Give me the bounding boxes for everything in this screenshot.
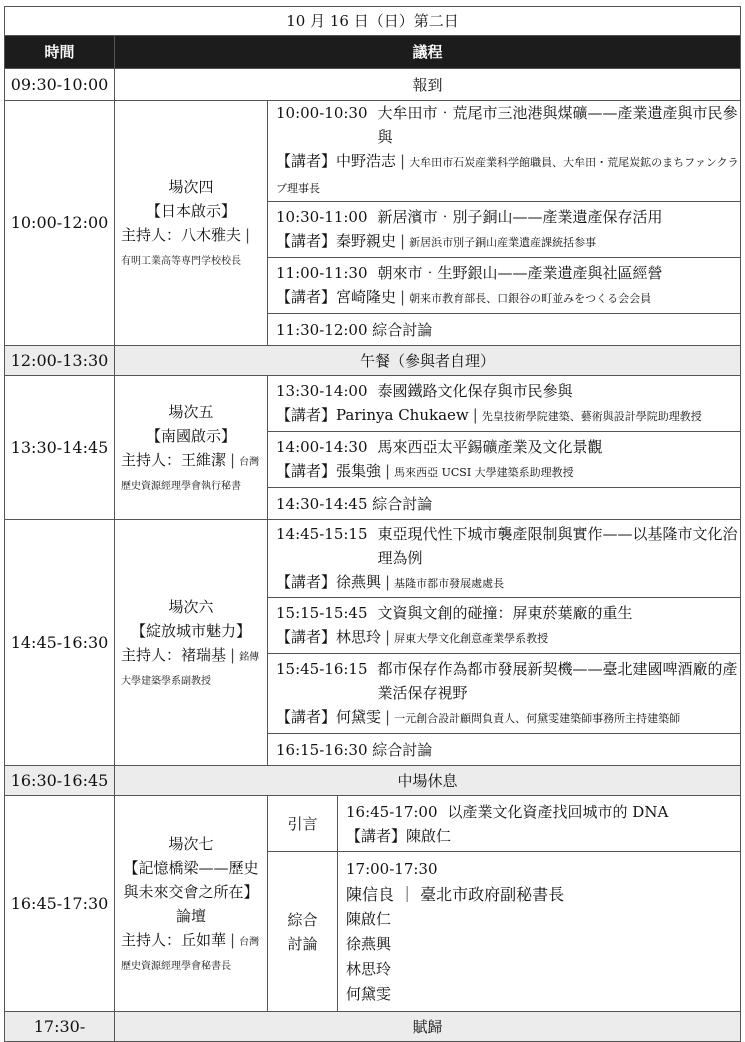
- speaker-tag: 【講者】: [276, 461, 337, 480]
- speaker-tag: 【講者】: [276, 231, 337, 250]
- end-row: [5, 1012, 741, 1042]
- session6-host: 主持人：褚瑞基 | 銘傳大學建築學系副教授: [121, 645, 260, 687]
- session4-discussion: 11:30-12:00 綜合討論: [268, 314, 741, 346]
- session6-host-label: 主持人：褚瑞基: [121, 645, 227, 664]
- column-header-row: [5, 36, 741, 69]
- panel-label-text: 綜合討論: [287, 910, 318, 953]
- talk-time: 14:45-15:15: [276, 524, 368, 543]
- session4-host-label: 主持人：八木雅夫: [121, 226, 242, 244]
- time-column-header: 時間: [5, 36, 115, 69]
- session6-talk3: 15:45-16:15 都市保存作為都市發展新契機——臺北建國啤酒廠的產業活保存視野 【講者】何黛雯 | 一元創合設計顧問負責人、何黛雯建築師事務所主持建築師: [268, 654, 741, 734]
- talk-time: 16:45-17:00: [346, 802, 438, 821]
- talk-title: 泰國鐵路文化保存與市民參與: [377, 381, 573, 400]
- registration-row: [5, 69, 741, 101]
- talk-title: 馬來西亞太平錫礦產業及文化景觀: [377, 437, 603, 456]
- talk-title: 都市保存作為都市發展新契機——臺北建國啤酒廠的產業活保存視野: [377, 659, 738, 702]
- session4-talk1: 10:00-10:30 大牟田市‧荒尾市三池港與煤礦——產業遺產與市民參與 【講者】中野浩志 | 大牟田市石炭産業科学館職員、大牟田・荒尾炭鉱のまちファンクラブ理事長: [268, 101, 741, 202]
- end-time: 17:30-: [5, 1012, 115, 1042]
- speaker-name: Parinya Chukaew: [336, 405, 469, 424]
- session5-theme: 【南國啟示】: [145, 426, 236, 445]
- session5-host-label: 主持人：王維潔: [121, 450, 227, 469]
- speaker-name: 秦野親史: [336, 231, 397, 250]
- session7-theme: 【記憶橋梁——歷史與未來交會之所在】論壇: [123, 858, 259, 925]
- talk-title: 東亞現代性下城市襲產限制與實作——以基隆市文化治理為例: [377, 524, 738, 567]
- panel-time: 17:00-17:30: [346, 859, 438, 878]
- speaker-tag: 【講者】: [276, 287, 337, 306]
- speaker-affiliation: 大牟田市石炭産業科学館職員、大牟田・荒尾炭鉱のまちファンクラブ理事長: [276, 156, 739, 195]
- session7-time: 16:45-17:30: [5, 796, 115, 1012]
- speaker-name: 徐燕興: [336, 572, 382, 591]
- panelist-name: 陳啟仁: [346, 909, 392, 928]
- session6-talk1-row: [5, 520, 741, 598]
- session5-host: 主持人：王維潔 | 台灣歷史資源經理學會執行秘書: [121, 450, 260, 492]
- session6-discussion: 16:15-16:30 綜合討論: [268, 734, 741, 766]
- session5-host-aff: 台灣歷史資源經理學會執行秘書: [121, 456, 260, 492]
- lunch-text: 午餐（參與者自理）: [115, 346, 741, 376]
- session4-info: [115, 101, 268, 346]
- session7-name: 場次七: [168, 834, 214, 853]
- session7-panel-label: [268, 852, 338, 1012]
- session6-host-aff: 銘傳大學建築學系副教授: [121, 651, 260, 687]
- session5-talk1: 13:30-14:00 泰國鐵路文化保存與市民參與 【講者】Parinya Chukaew | 先皇技術學院建築、藝術與設計學院助理教授: [268, 376, 741, 432]
- lunch-row: [5, 346, 741, 376]
- panelist-name: 何黛雯: [346, 984, 392, 1003]
- speaker-name: 中野浩志: [336, 152, 397, 170]
- speaker-name: 張集強: [336, 461, 382, 480]
- session7-host-label: 主持人：丘如華: [121, 930, 227, 949]
- speaker-name: 宮崎隆史: [336, 287, 397, 306]
- session5-talk1-row: [5, 376, 741, 432]
- talk-time: 14:00-14:30: [276, 437, 368, 456]
- session6-time: 14:45-16:30: [5, 520, 115, 766]
- talk-time: 15:15-15:45: [276, 603, 368, 622]
- talk-title: 新居濱市‧別子銅山——產業遺產保存活用: [377, 207, 663, 226]
- talk-title: 朝來市‧生野銀山——產業遺產與社區經營: [377, 263, 663, 282]
- speaker-affiliation: 基隆市都市發展處處長: [394, 576, 505, 590]
- speaker-tag: 【講者】: [276, 152, 337, 170]
- talk-time: 10:00-10:30: [276, 104, 368, 122]
- session7-panel: [338, 852, 741, 1012]
- session5-talk2: 14:00-14:30 馬來西亞太平錫礦產業及文化景觀 【講者】張集強 | 馬來西亞 UCSI 大學建築系助理教授: [268, 432, 741, 488]
- talk-time: 13:30-14:00: [276, 381, 368, 400]
- talk-time: 11:00-11:30: [276, 263, 368, 282]
- speaker-affiliation: 馬來西亞 UCSI 大學建築系助理教授: [394, 465, 574, 479]
- session4-talk3: 11:00-11:30 朝來市‧生野銀山——產業遺產與社區經營 【講者】宮崎隆史 | 朝来市教育部長、口銀谷の町並みをつくる会会員: [268, 258, 741, 314]
- break-text: 中場休息: [115, 766, 741, 796]
- speaker-affiliation: 新居浜市別子銅山産業遺産課統括参事: [409, 235, 597, 249]
- panel-lead: 陳信良 ｜ 臺北市政府副秘書長: [346, 884, 565, 904]
- talk-title: 大牟田市‧荒尾市三池港與煤礦——產業遺產與市民參與: [377, 104, 738, 146]
- session6-talk2: 15:15-15:45 文資與文創的碰撞：屏東菸葉廠的重生 【講者】林思玲 | 屏東大學文化創意產業學系教授: [268, 598, 741, 654]
- break-row: [5, 766, 741, 796]
- speaker-affiliation: 朝来市教育部長、口銀谷の町並みをつくる会会員: [409, 291, 652, 305]
- speaker-affiliation: 屏東大學文化創意產業學系教授: [394, 631, 549, 645]
- session6-talk1: 14:45-15:15 東亞現代性下城市襲產限制與實作——以基隆市文化治理為例 【講者】徐燕興 | 基隆市都市發展處處長: [268, 520, 741, 598]
- session5-info: [115, 376, 268, 520]
- speaker-tag: 【講者】: [346, 826, 407, 845]
- session5-name: 場次五: [168, 402, 214, 421]
- session4-time: 10:00-12:00: [5, 101, 115, 346]
- break-time: 16:30-16:45: [5, 766, 115, 796]
- speaker-tag: 【講者】: [276, 627, 337, 646]
- session7-intro: [338, 796, 741, 852]
- speaker-name: 何黛雯: [336, 707, 382, 726]
- session6-name: 場次六: [168, 597, 214, 616]
- date-header: 10 月 16 日（日）第二日: [5, 7, 741, 36]
- session7-host: 主持人：丘如華 | 台灣歷史資源經理學會秘書長: [121, 930, 260, 972]
- session7-host-aff: 台灣歷史資源經理學會秘書長: [121, 936, 260, 972]
- talk-time: 10:30-11:00: [276, 207, 368, 226]
- end-text: 賦歸: [115, 1012, 741, 1042]
- panelist-name: 徐燕興: [346, 934, 392, 953]
- speaker-affiliation: 先皇技術學院建築、藝術與設計學院助理教授: [481, 409, 702, 423]
- session4-talk2: 10:30-11:00 新居濱市‧別子銅山——產業遺產保存活用 【講者】秦野親史 | 新居浜市別子銅山産業遺産課統括参事: [268, 202, 741, 258]
- speaker-tag: 【講者】: [276, 572, 337, 591]
- talk-title: 以產業文化資產找回城市的 DNA: [447, 802, 669, 821]
- session4-talk1-row: [5, 101, 741, 202]
- session7-intro-label: 引言: [268, 796, 338, 852]
- registration-text: 報到: [115, 69, 741, 101]
- date-header-row: [5, 7, 741, 36]
- speaker-name: 陳啟仁: [406, 826, 452, 845]
- session4-host-aff: 有明工業高等専門学校校長: [121, 256, 241, 267]
- session4-name: 場次四: [168, 178, 214, 196]
- agenda-column-header: 議程: [115, 36, 741, 69]
- talk-title: 文資與文創的碰撞：屏東菸葉廠的重生: [377, 603, 633, 622]
- registration-time: 09:30-10:00: [5, 69, 115, 101]
- speaker-tag: 【講者】: [276, 707, 337, 726]
- speaker-affiliation: 一元創合設計顧問負責人、何黛雯建築師事務所主持建築師: [394, 711, 681, 725]
- session6-theme: 【綻放城市魅力】: [130, 621, 251, 640]
- panelist-name: 林思玲: [346, 959, 392, 978]
- session6-info: [115, 520, 268, 766]
- agenda-table: [4, 6, 741, 1042]
- session4-host: 主持人：八木雅夫 |有明工業高等専門学校校長: [121, 226, 251, 267]
- session7-intro-row: [5, 796, 741, 852]
- lunch-time: 12:00-13:30: [5, 346, 115, 376]
- speaker-name: 林思玲: [336, 627, 382, 646]
- session5-time: 13:30-14:45: [5, 376, 115, 520]
- talk-time: 15:45-16:15: [276, 659, 368, 678]
- session7-info: [115, 796, 268, 1012]
- session4-theme: 【日本啟示】: [145, 202, 236, 220]
- session5-discussion: 14:30-14:45 綜合討論: [268, 488, 741, 520]
- speaker-tag: 【講者】: [276, 405, 337, 424]
